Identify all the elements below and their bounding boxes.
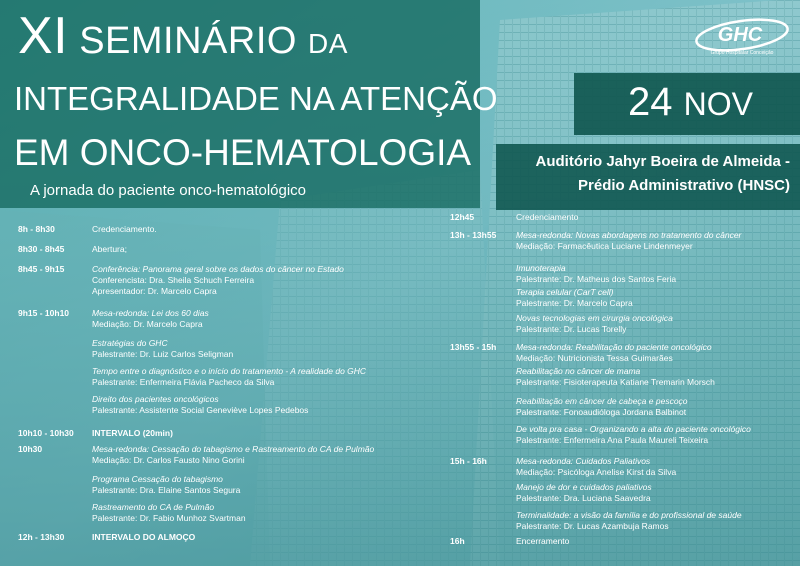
- schedule-item-detail: Palestrante: Dr. Fabio Munhoz Svartman: [92, 513, 246, 523]
- schedule-item-title: Mesa-redonda: Cuidados Paliativos: [516, 456, 651, 466]
- schedule-item-title: Mesa-redonda: Novas abordagens no tratamento do câncer: [516, 230, 742, 240]
- schedule-item-detail: Palestrante: Dra. Elaine Santos Segura: [92, 485, 241, 495]
- schedule-time: 13h - 13h55: [450, 230, 497, 240]
- title-da: DA: [308, 28, 348, 59]
- schedule-item-detail: Palestrante: Dr. Luiz Carlos Seligman: [92, 349, 234, 359]
- schedule-item-detail: Palestrante: Dr. Lucas Azambuja Ramos: [516, 521, 669, 531]
- schedule-item-detail: Apresentador: Dr. Marcelo Capra: [92, 286, 217, 296]
- schedule-item-title: De volta pra casa - Organizando a alta do paciente oncológico: [516, 424, 751, 434]
- schedule-item-title: Credenciamento: [516, 212, 579, 222]
- schedule-item-detail: Palestrante: Assistente Social Geneviève Lopes Pedebos: [92, 405, 309, 415]
- schedule-item-title: Conferência: Panorama geral sobre os dados do câncer no Estado: [92, 264, 344, 274]
- schedule-item-title: Rastreamento do CA de Pulmão: [92, 502, 215, 512]
- schedule-item-title: Credenciamento.: [92, 224, 157, 234]
- schedule-time: 12h - 13h30: [18, 532, 65, 542]
- schedule-item-detail: Palestrante: Dr. Marcelo Capra: [516, 298, 633, 308]
- schedule-time: 12h45: [450, 212, 475, 222]
- schedule-item-title: Novas tecnologias em cirurgia oncológica: [516, 313, 673, 323]
- schedule-item-title: Abertura;: [92, 244, 127, 254]
- schedule-item-detail: Palestrante: Fisioterapeuta Katiane Tremarin Morsch: [516, 377, 715, 387]
- schedule-item-title: Reabilitação em câncer de cabeça e pescoço: [516, 396, 688, 406]
- schedule-time: 8h45 - 9h15: [18, 264, 65, 274]
- schedule-item-detail: Mediação: Dr. Marcelo Capra: [92, 319, 203, 329]
- logo-text: GHC: [717, 24, 763, 46]
- schedule-time: 8h30 - 8h45: [18, 244, 65, 254]
- subtitle: A jornada do paciente onco-hematológico: [30, 182, 307, 199]
- schedule-time: 8h - 8h30: [18, 224, 55, 234]
- schedule-item-title: Mesa-redonda: Lei dos 60 dias: [92, 308, 209, 318]
- schedule-item-detail: Palestrante: Enfermeira Ana Paula Maureli Teixeira: [516, 435, 709, 445]
- schedule-item-detail: Palestrante: Fonoaudióloga Jordana Balbinot: [516, 407, 687, 417]
- schedule-item-detail: Palestrante: Dra. Luciana Saavedra: [516, 493, 651, 503]
- schedule-item-title: Mesa-redonda: Cessação do tabagismo e Rastreamento do CA de Pulmão: [92, 444, 375, 454]
- schedule-item-title: Estratégias do GHC: [92, 338, 168, 348]
- date-month: NOV: [683, 86, 753, 122]
- schedule-item-title: Terminalidade: a visão da família e do profissional de saúde: [516, 510, 742, 520]
- logo-tagline: Grupo Hospitalar Conceição: [710, 50, 774, 56]
- schedule-item-detail: Palestrante: Dr. Lucas Torelly: [516, 324, 627, 334]
- schedule-item-detail: Palestrante: Enfermeira Flávia Pacheco da Silva: [92, 377, 275, 387]
- schedule-item-detail: Mediação: Nutricionista Tessa Guimarães: [516, 353, 673, 363]
- schedule-time: 10h10 - 10h30: [18, 428, 74, 438]
- venue-line-1: Auditório Jahyr Boeira de Almeida -: [535, 153, 790, 170]
- schedule-item-title: Encerramento: [516, 536, 570, 546]
- schedule-time: 15h - 16h: [450, 456, 487, 466]
- schedule-time: 16h: [450, 536, 465, 546]
- schedule-item-title: Mesa-redonda: Reabilitação do paciente oncológico: [516, 342, 712, 352]
- schedule-item-detail: Conferencista: Dra. Sheila Schuch Ferreira: [92, 275, 255, 285]
- schedule-item-title: Direito dos pacientes oncológicos: [92, 394, 219, 404]
- venue-line-2: Prédio Administrativo (HNSC): [578, 177, 790, 194]
- schedule-item-title: Imunoterapia: [516, 263, 566, 273]
- schedule-item-title: INTERVALO DO ALMOÇO: [92, 532, 196, 542]
- title-line-3: EM ONCO-HEMATOLOGIA: [14, 132, 472, 173]
- schedule-item-title: Manejo de dor e cuidados paliativos: [516, 482, 652, 492]
- schedule-item-title: Programa Cessação do tabagismo: [92, 474, 223, 484]
- schedule-item-title: Reabilitação no câncer de mama: [516, 366, 641, 376]
- schedule-time: 13h55 - 15h: [450, 342, 497, 352]
- title-line-2: INTEGRALIDADE NA ATENÇÃO: [14, 80, 498, 117]
- schedule-item-title: Tempo entre o diagnóstico e o início do tratamento - A realidade do GHC: [92, 366, 367, 376]
- schedule-item-title: INTERVALO (20min): [92, 428, 173, 438]
- schedule-time: 10h30: [18, 444, 43, 454]
- schedule-item-title: Terapia celular (CarT cell): [516, 287, 614, 297]
- schedule-item-detail: Mediação: Farmacêutica Luciane Lindenmeyer: [516, 241, 693, 251]
- title-xi: XI: [18, 7, 69, 65]
- schedule-item-detail: Palestrante: Dr. Matheus dos Santos Feria: [516, 274, 677, 284]
- schedule-item-detail: Mediação: Psicóloga Anelise Kirst da Silva: [516, 467, 677, 477]
- schedule-item-detail: Mediação: Dr. Carlos Fausto Nino Gorini: [92, 455, 245, 465]
- date-day: 24: [628, 80, 673, 124]
- title-seminario: SEMINÁRIO: [79, 20, 297, 62]
- schedule-time: 9h15 - 10h10: [18, 308, 70, 318]
